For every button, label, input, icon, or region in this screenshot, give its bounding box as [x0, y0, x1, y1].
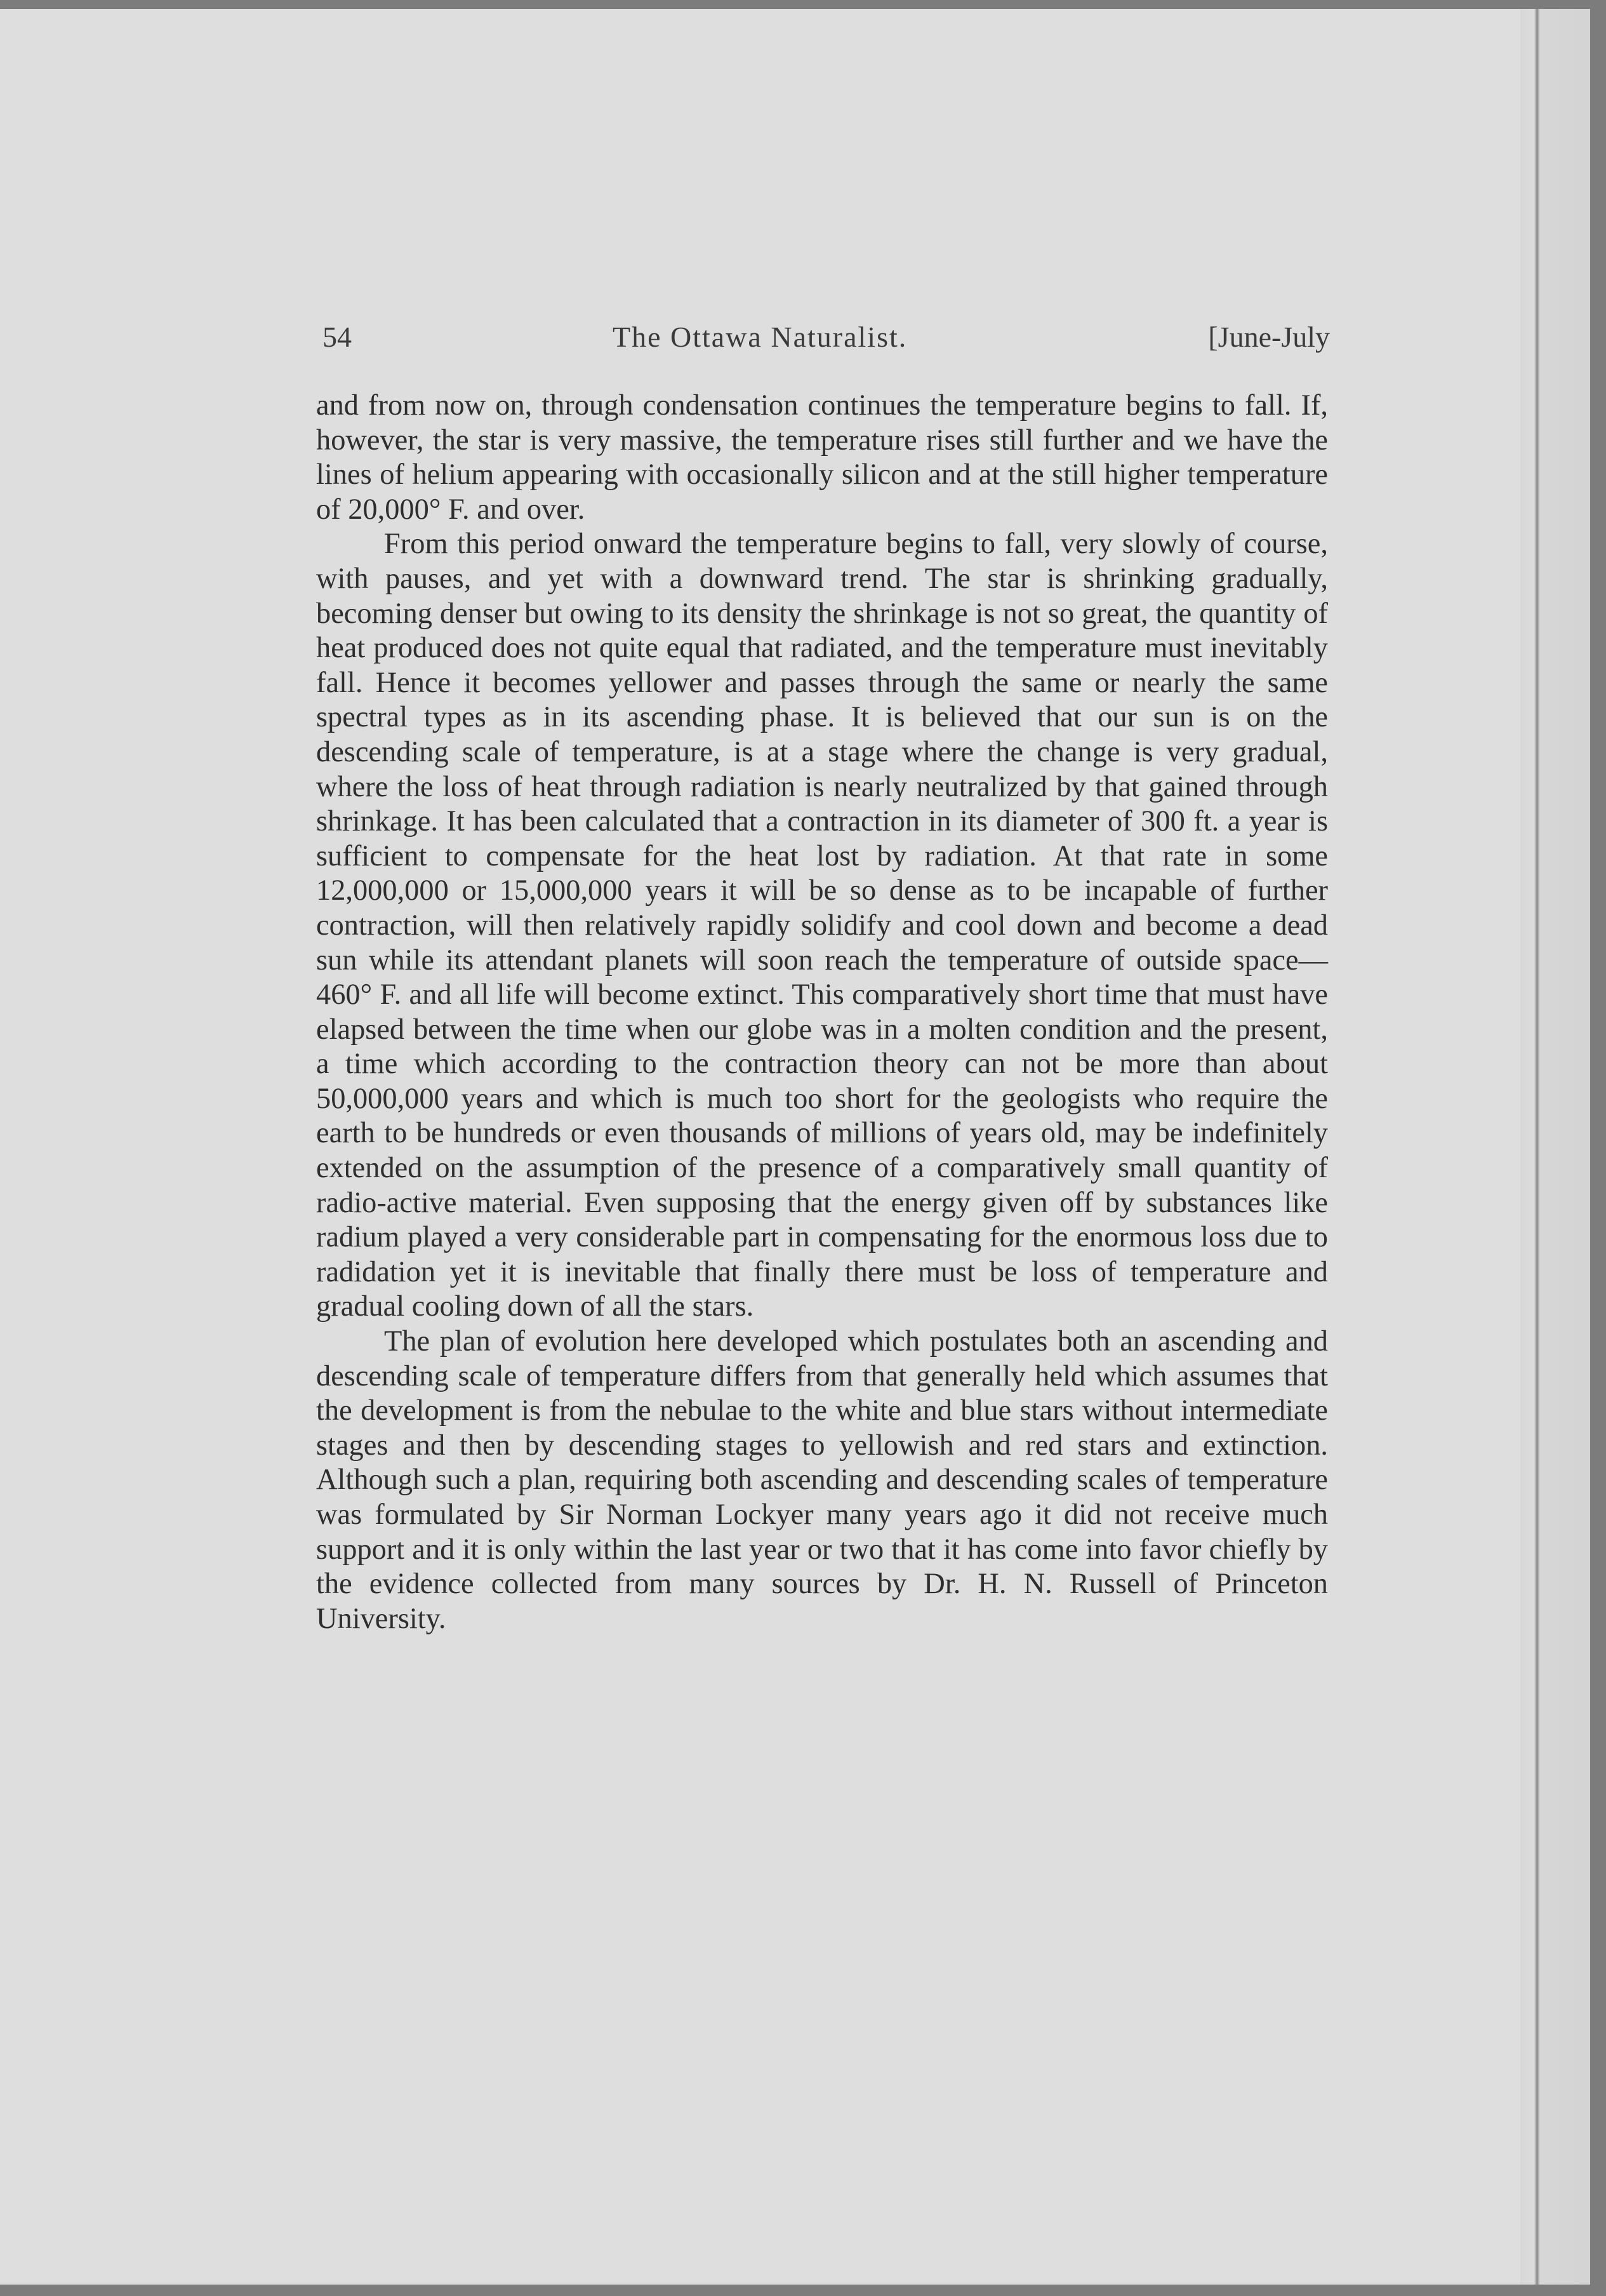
article-body — [316, 389, 1328, 1636]
page-edge-strip — [1520, 9, 1590, 2285]
scanned-page — [0, 9, 1590, 2285]
page-number: 54 — [322, 321, 352, 353]
issue-date: [June-July — [1208, 321, 1330, 353]
paragraph: The plan of evolution here developed which postulates both an ascending and descending scale of temperature differs from that generally held which assumes that the development is from the nebulae to the white and blue stars without intermediate stages and then by descending stages to yellowish and red stars and extinction. Although such a plan, requiring both ascending and descending scales of temperature was formulated by Sir Norman Lockyer many years ago it did not receive much support and it is only within the last year or two that it has come into favor chiefly by the evidence collected from many sources by Dr. H. N. Russell of Princeton University. — [316, 1325, 1328, 1635]
paragraph: From this period onward the temperature begins to fall, very slowly of course, with pauses, and yet with a downward trend. The star is shrinking gradually, becoming denser but owing to its density the shrinkage is not so great, the quantity of heat produced does not quite equal that radiated, and the temperature must inevitably fall. Hence it becomes yellower and passes through the same or nearly the same spectral types as in its ascending phase. It is believed that our sun is on the descending scale of temperature, is at a stage where the change is very gradual, where the loss of heat through radiation is nearly neutralized by that gained through shrinkage. It has been calculated that a contraction in its diameter of 300 ft. a year is sufficient to compensate for the heat lost by radiation. At that rate in some 12,000,000 or 15,000,000 years it will be so dense as to be incapable of further contraction, will then relatively rapidly solidify and cool down and become a dead sun while its attendant planets will soon reach the temperature of outside space—460° F. and all life will become extinct. This comparatively short time that must have elapsed between the time when our globe was in a molten condition and the present, a time which according to the contraction theory can not be more than about 50,000,000 years and which is much too short for the geologists who require the earth to be hundreds or even thousands of millions of years old, may be indefinitely extended on the assumption of the presence of a comparatively small quantity of radio-active material. Even supposing that the energy given off by substances like radium played a very considerable part in compensating for the enormous loss due to radidation yet it is inevitable that finally there must be loss of temperature and gradual cooling down of all the stars. — [316, 528, 1328, 1323]
running-title: The Ottawa Naturalist. — [613, 321, 908, 353]
paragraph: and from now on, through condensation continues the temperature begins to fall. If, however, the star is very massive, the temperature rises still further and we have the lines of helium appearing with occasionally silicon and at the still higher temperature of 20,000° F. and over. — [316, 389, 1328, 526]
running-header — [317, 320, 1330, 364]
